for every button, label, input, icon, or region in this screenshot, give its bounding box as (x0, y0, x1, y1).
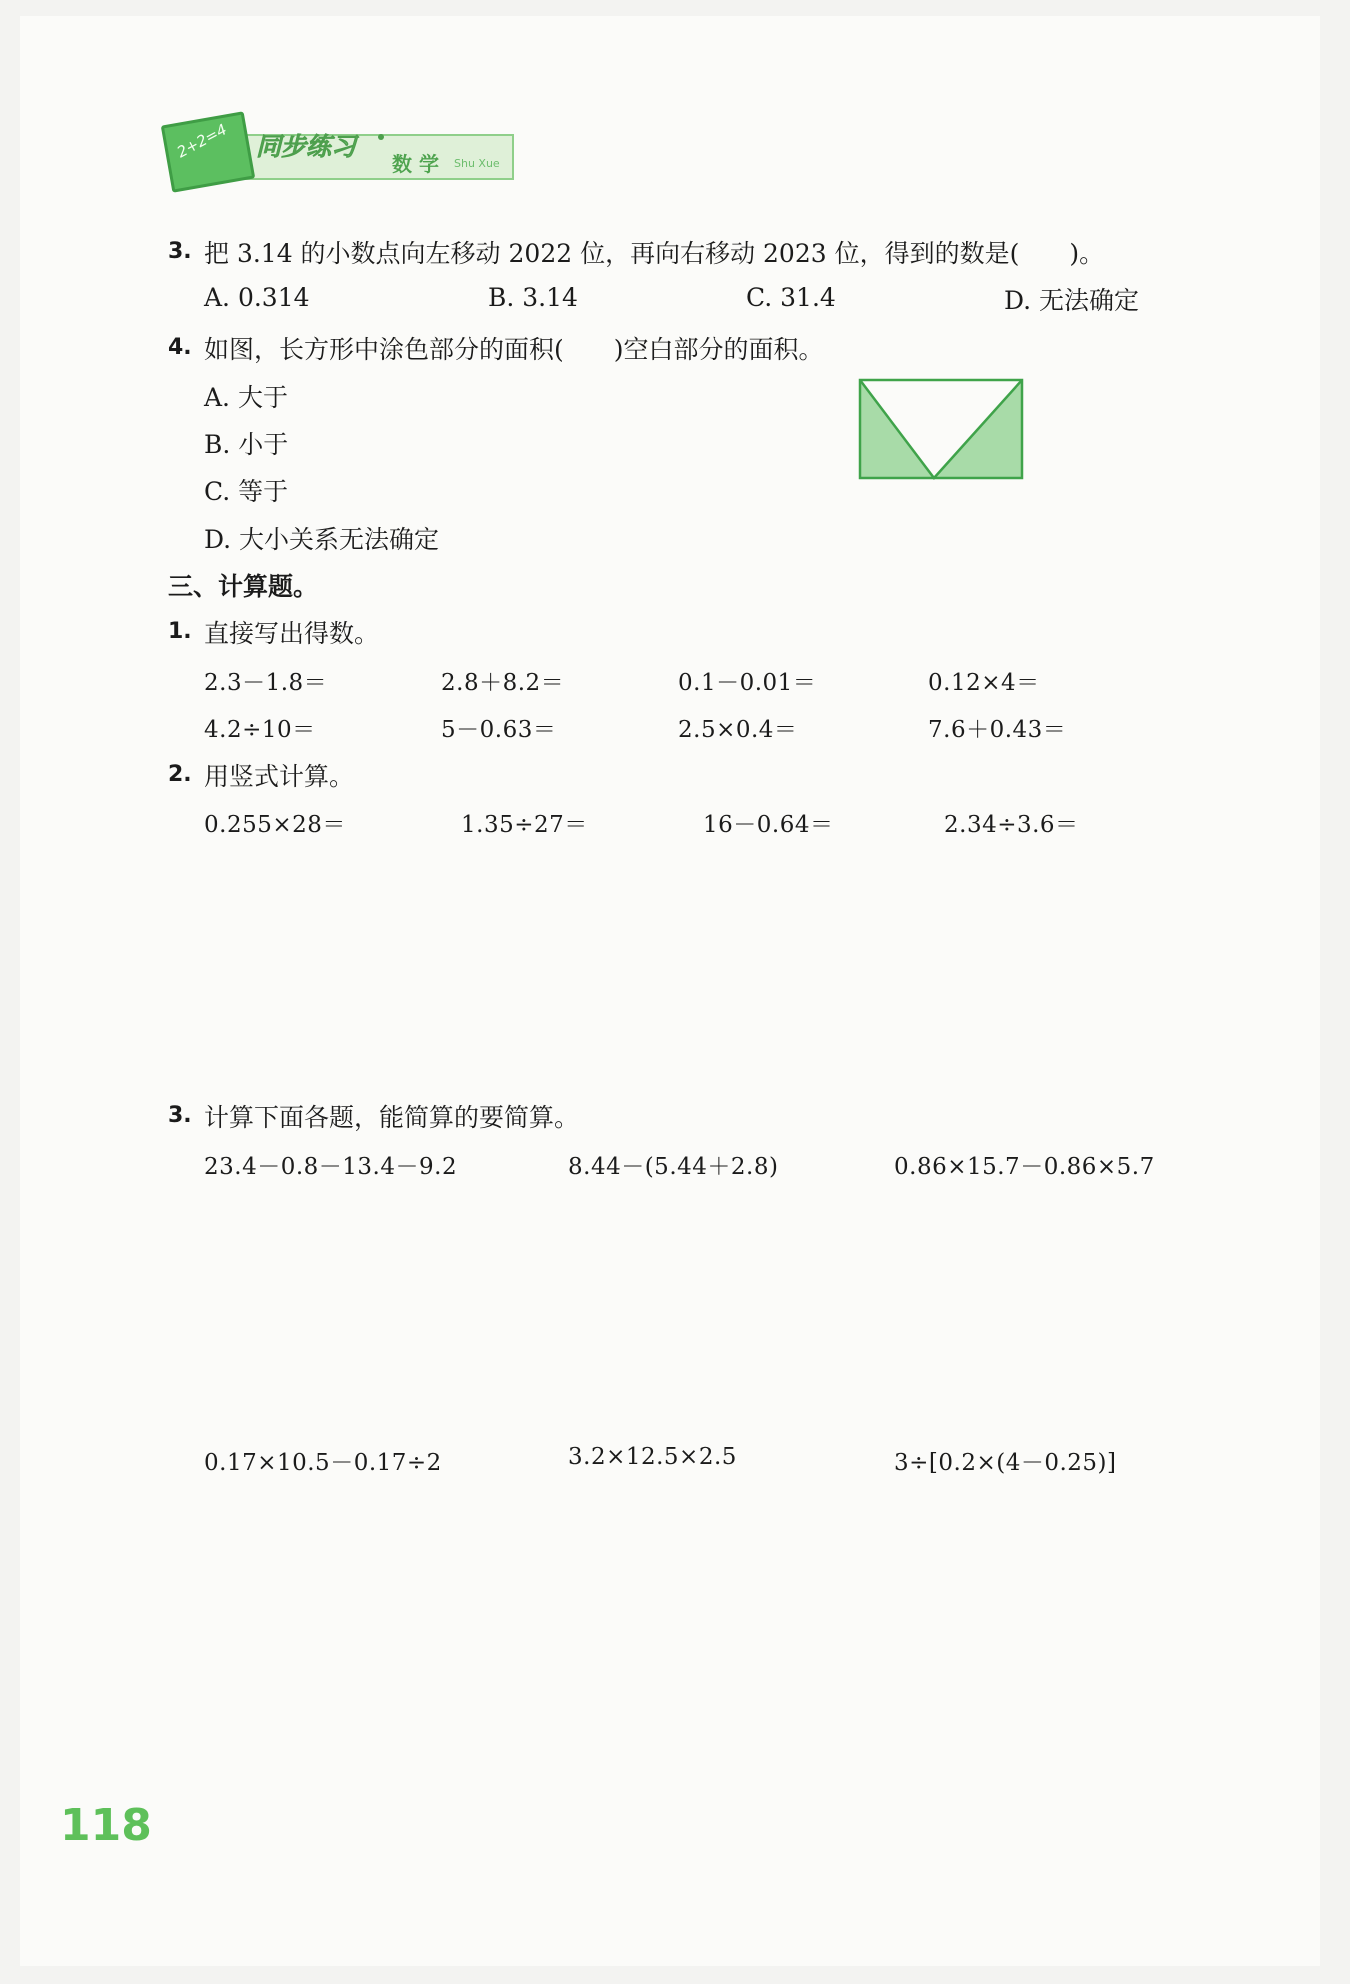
q3-option-b: B. 3.14 (488, 283, 578, 312)
calc-2-item: 0.255×28＝ (204, 812, 346, 838)
calc-1-item: 2.5×0.4＝ (678, 717, 798, 743)
calc-1-item: 2.3－1.8＝ (204, 670, 328, 696)
calc-2-item: 16－0.64＝ (703, 812, 834, 838)
calc-3-item: 0.17×10.5－0.17÷2 (204, 1450, 442, 1476)
question-3-text: 把 3.14 的小数点向左移动 2022 位，再向右移动 2023 位，得到的数是( )。 (204, 239, 1105, 268)
question-3-number: 3. (168, 239, 192, 264)
section-3-title: 三、计算题。 (168, 572, 319, 601)
calc-3-item: 23.4－0.8－13.4－9.2 (204, 1154, 458, 1180)
calc-1-item: 4.2÷10＝ (204, 717, 316, 743)
separator-dot (378, 134, 384, 140)
calc-1-item: 0.12×4＝ (928, 670, 1040, 696)
calc-3-item: 3÷[0.2×(4－0.25)] (894, 1450, 1117, 1476)
calc-3-number: 3. (168, 1103, 192, 1128)
calc-1-item: 5－0.63＝ (441, 717, 557, 743)
calc-3-item: 8.44－(5.44＋2.8) (568, 1154, 779, 1180)
chalkboard-logo (161, 111, 256, 193)
subject-pinyin: Shu Xue (454, 157, 500, 170)
calc-2-number: 2. (168, 762, 192, 787)
calc-1-number: 1. (168, 619, 192, 644)
series-title: 同步练习 (256, 132, 357, 161)
calc-3-item: 3.2×12.5×2.5 (568, 1444, 737, 1470)
q4-option-b: B. 小于 (204, 430, 289, 459)
calc-1-text: 直接写出得数。 (204, 619, 380, 648)
chalkboard-text: 2+2=4 (173, 120, 230, 162)
calc-1-item: 2.8＋8.2＝ (441, 670, 565, 696)
q3-option-d: D. 无法确定 (1004, 286, 1140, 315)
calc-2-item: 2.34÷3.6＝ (944, 812, 1079, 838)
q4-option-a: A. 大于 (204, 383, 288, 412)
subject-label: 数 学 (392, 152, 439, 176)
question-4-number: 4. (168, 335, 192, 360)
calc-2-item: 1.35÷27＝ (461, 812, 588, 838)
page-number: 118 (60, 1800, 152, 1851)
rectangle-figure (858, 378, 1024, 480)
q3-option-c: C. 31.4 (746, 283, 836, 312)
q3-option-a: A. 0.314 (204, 283, 310, 312)
calc-2-text: 用竖式计算。 (204, 762, 355, 791)
q4-option-c: C. 等于 (204, 477, 289, 506)
calc-1-item: 0.1－0.01＝ (678, 670, 817, 696)
q4-option-d: D. 大小关系无法确定 (204, 525, 440, 554)
calc-3-item: 0.86×15.7－0.86×5.7 (894, 1154, 1155, 1180)
calc-1-item: 7.6＋0.43＝ (928, 717, 1067, 743)
calc-3-text: 计算下面各题，能简算的要简算。 (204, 1103, 580, 1132)
question-4-text: 如图，长方形中涂色部分的面积( )空白部分的面积。 (204, 335, 824, 364)
